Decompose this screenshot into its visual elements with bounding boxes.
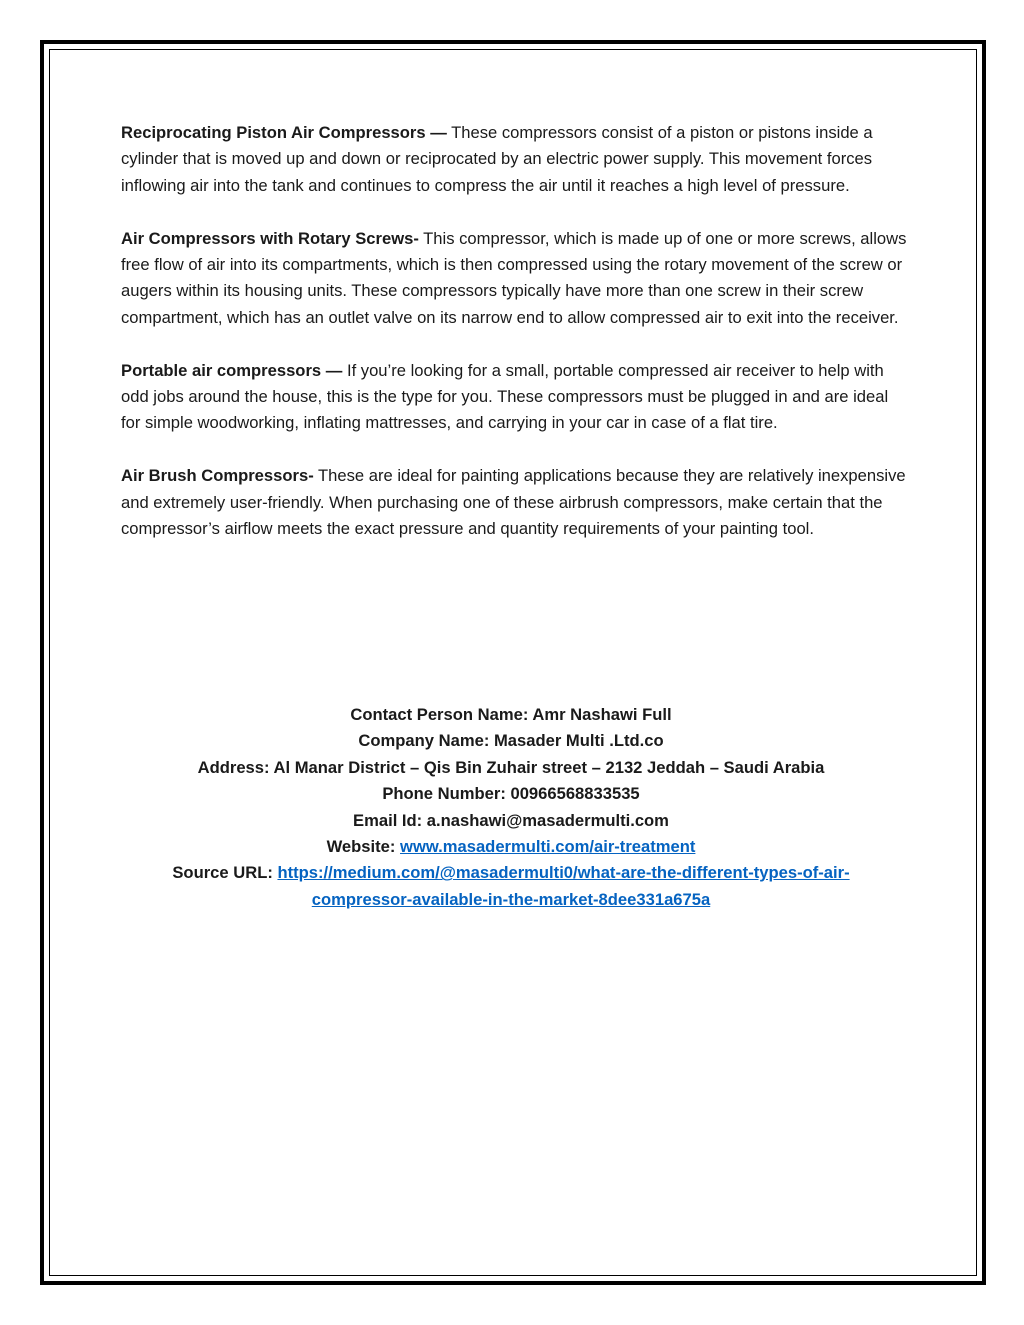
website-label: Website: [326,837,401,857]
company-name: Company Name: Masader Multi .Ltd.co [358,731,664,751]
section-text: These are ideal for painting applications because they are relatively inexpensive and extremely user-friendly. When purchasing one of these airbrush compressors, make certain that the compressor’s airflow meets the exact pressure and quantity requirements of your painting tool. [121,466,906,539]
section-text: This compressor, which is made up of one or more screws, allows free flow of air into its compartments, which is then compressed using the rotary movement of the screw or augers within its housing units. These compressors typically have more than one screw in their screw compartment, which has an outlet valve on its narrow end to allow compressed air to exit into the receiver. [121,228,907,327]
section-term: Air Compressors with Rotary Screws- [121,228,419,248]
section-air-brush [121,463,911,542]
source-url-link-continued[interactable]: compressor-available-in-the-market-8dee331a675a [311,889,711,909]
email-id: Email Id: a.nashawi@masadermulti.com [353,810,669,830]
section-term: Reciprocating Piston Air Compressors — [121,123,447,142]
section-text: If you’re looking for a small, portable compressed air receiver to help with odd jobs around the house, this is the type for you. These compressors must be plugged in and are ideal for simple woodworking, inflating mattresses, and carrying in your car in case of a flat tire. [121,360,889,433]
website-link[interactable]: www.masadermulti.com/air-treatment [400,837,696,857]
section-term: Portable air compressors — [121,360,343,380]
contact-block [110,702,912,913]
source-url-line [110,860,912,886]
section-rotary-screws [121,226,911,332]
section-term: Air Brush Compressors- [121,466,314,486]
address: Address: Al Manar District – Qis Bin Zuhair street – 2132 Jeddah – Saudi Arabia [197,757,825,777]
source-url-line-2 [110,887,912,913]
document-body [121,120,911,569]
source-url-link[interactable]: https://medium.com/@masadermulti0/what-are-the-different-types-of-air- [277,863,850,883]
website-line [110,834,912,860]
section-reciprocating [121,120,911,199]
phone-number: Phone Number: 00966568833535 [382,784,640,804]
section-text: These compressors consist of a piston or pistons inside a cylinder that is moved up and down or reciprocated by an electric power supply. This movement forces inflowing air into the tank and continues to compress the air until it reaches a high level of pressure. [121,123,873,195]
contact-person: Contact Person Name: Amr Nashawi Full [350,705,672,724]
source-url-label: Source URL: [172,863,278,883]
section-portable [121,358,911,437]
